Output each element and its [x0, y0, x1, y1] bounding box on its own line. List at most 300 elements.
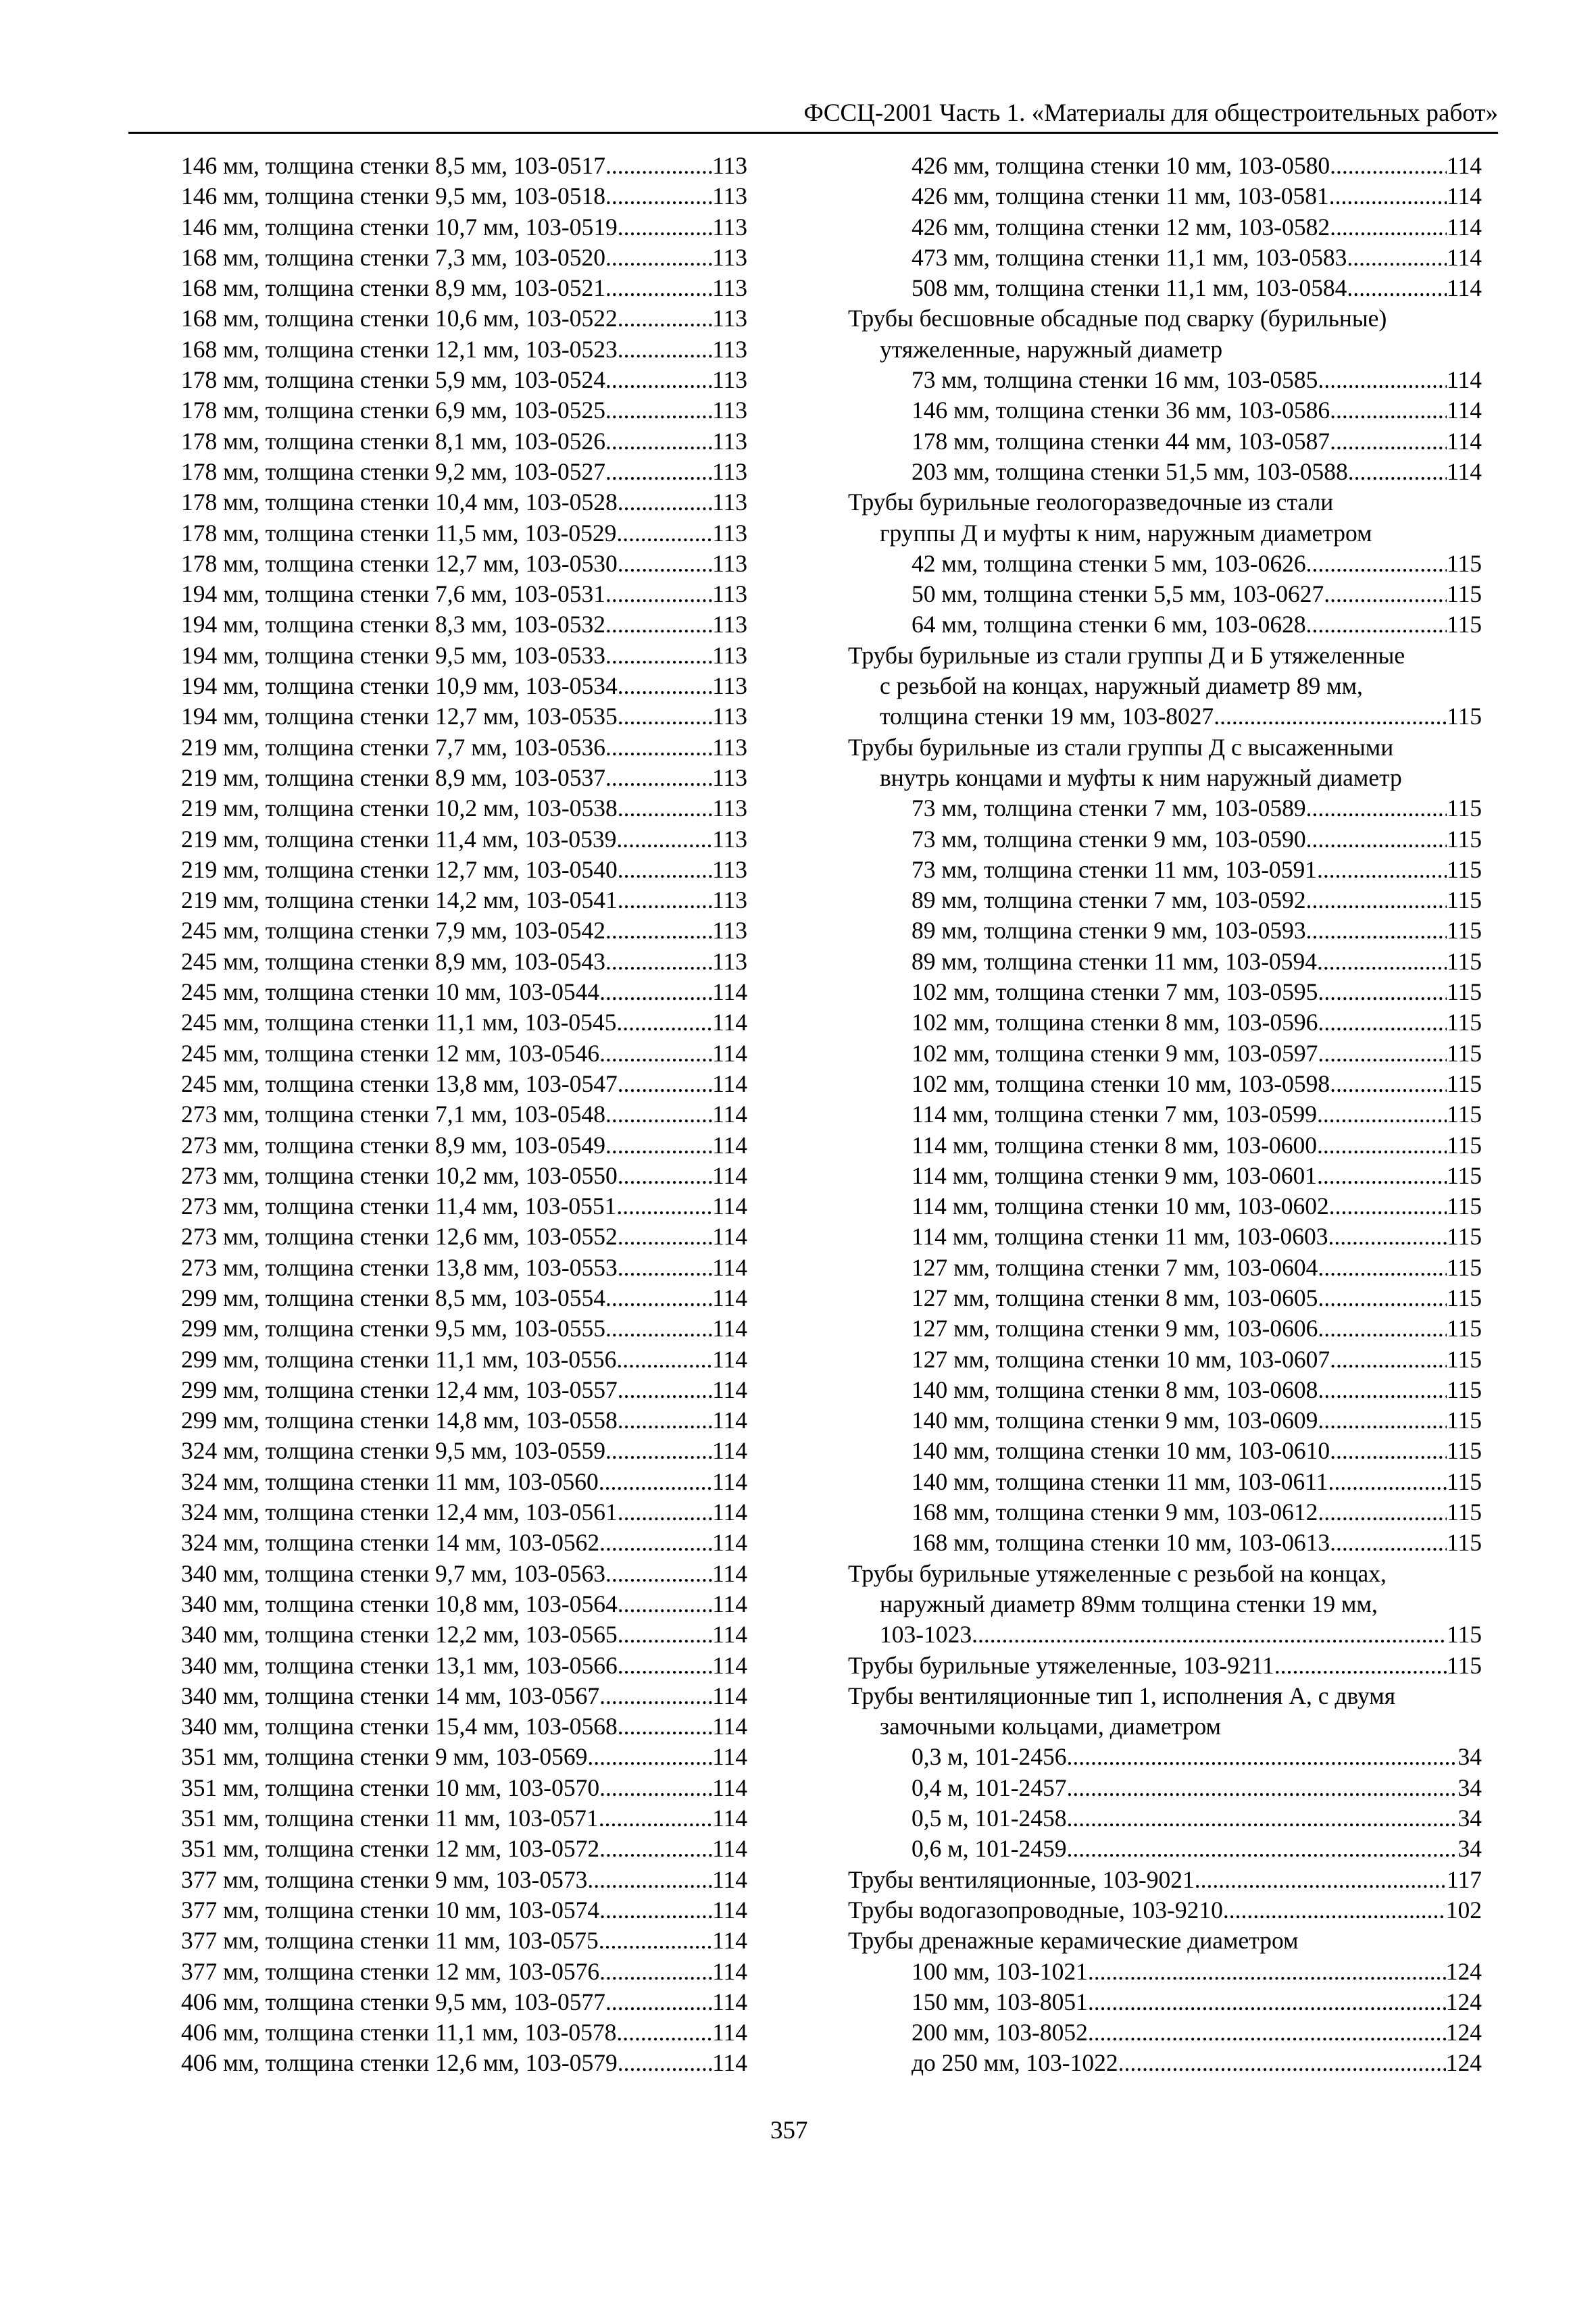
dot-leader [1318, 1283, 1447, 1313]
entry-text: 273 мм, толщина стенки 7,1 мм, 103-0548 [181, 1101, 605, 1128]
index-entry [181, 273, 747, 303]
dot-leader [1306, 915, 1447, 946]
entry-page-number: 115 [1447, 1284, 1482, 1311]
entry-page-number: 115 [1447, 1467, 1482, 1495]
entry-page-number: 113 [712, 611, 747, 638]
entry-text: Трубы бурильные утяжеленные, 103-9211 [848, 1651, 1274, 1679]
entry-text: Трубы бурильные из стали группы Д с высаженными [848, 733, 1394, 761]
entry-text: 42 мм, толщина стенки 5 мм, 103-0626 [912, 549, 1306, 577]
index-entry [181, 1007, 747, 1038]
index-heading [848, 1926, 1482, 1956]
index-entry [181, 915, 747, 946]
index-entry [848, 1436, 1482, 1466]
entry-page-number: 114 [712, 1927, 747, 1955]
entry-text: 114 мм, толщина стенки 8 мм, 103-0600 [912, 1131, 1318, 1159]
entry-text: 127 мм, толщина стенки 9 мм, 103-0606 [912, 1315, 1318, 1342]
index-entry [181, 1038, 747, 1069]
entry-text: 245 мм, толщина стенки 11,1 мм, 103-0545 [181, 1009, 617, 1036]
entry-text: 299 мм, толщина стенки 12,4 мм, 103-0557 [181, 1376, 618, 1403]
index-heading [848, 1651, 1482, 1681]
entry-text: 168 мм, толщина стенки 8,9 мм, 103-0521 [181, 274, 605, 302]
entry-page-number: 113 [712, 703, 747, 730]
index-entry [848, 1253, 1482, 1283]
index-entry [181, 181, 747, 211]
index-heading [848, 640, 1482, 671]
dot-leader [1328, 1467, 1447, 1497]
index-entry [181, 1651, 747, 1681]
entry-page-number: 115 [1447, 795, 1482, 822]
entry-page-number: 113 [712, 855, 747, 883]
entry-page-number: 113 [712, 305, 747, 332]
index-entry [181, 1987, 747, 2017]
entry-page-number: 114 [712, 1713, 747, 1740]
index-entry [181, 640, 747, 671]
entry-page-number: 114 [712, 1437, 747, 1465]
dot-leader [616, 1007, 712, 1038]
entry-text: замочными кольцами, диаметром [880, 1713, 1221, 1740]
index-entry [181, 671, 747, 701]
entry-page-number: 113 [712, 672, 747, 700]
dot-leader [1306, 549, 1447, 579]
entry-text: 219 мм, толщина стенки 7,7 мм, 103-0536 [181, 733, 605, 761]
index-entry [181, 609, 747, 640]
entry-page-number: 114 [712, 1835, 747, 1863]
dot-leader [618, 1222, 712, 1252]
dot-leader [618, 1497, 712, 1528]
entry-page-number: 114 [712, 1101, 747, 1128]
entry-page-number: 34 [1457, 1774, 1482, 1801]
entry-text: Трубы бесшовные обсадные под сварку (бурильные) [848, 305, 1387, 332]
entry-text: 426 мм, толщина стенки 12 мм, 103-0582 [912, 213, 1330, 241]
index-entry [181, 1559, 747, 1589]
index-entry [181, 793, 747, 824]
dot-leader [605, 426, 712, 457]
entry-text: 340 мм, толщина стенки 13,1 мм, 103-0566 [181, 1651, 618, 1679]
entry-page-number: 114 [1447, 427, 1482, 455]
entry-text: 299 мм, толщина стенки 11,1 мм, 103-0556 [181, 1345, 617, 1373]
entry-text: 50 мм, толщина стенки 5,5 мм, 103-0627 [912, 580, 1324, 608]
entry-text: 299 мм, толщина стенки 14,8 мм, 103-0558 [181, 1407, 618, 1434]
entry-text: 406 мм, толщина стенки 11,1 мм, 103-0578 [181, 2019, 617, 2046]
dot-leader [605, 1313, 712, 1344]
entry-page-number: 114 [712, 1284, 747, 1311]
index-entry [848, 2017, 1482, 2048]
entry-page-number: 114 [712, 1039, 747, 1067]
entry-page-number: 114 [712, 1345, 747, 1373]
index-heading [848, 1895, 1482, 1926]
entry-text: 100 мм, 103-1021 [912, 1957, 1088, 1985]
dot-leader [1317, 855, 1447, 885]
index-entry [181, 1130, 747, 1161]
index-entry [181, 1099, 747, 1130]
entry-page-number: 114 [1447, 152, 1482, 179]
dot-leader [618, 1253, 712, 1283]
entry-page-number: 34 [1457, 1835, 1482, 1863]
dot-leader [1330, 1344, 1447, 1375]
index-entry [181, 365, 747, 395]
entry-text: 127 мм, толщина стенки 8 мм, 103-0605 [912, 1284, 1318, 1311]
dot-leader [599, 1803, 712, 1834]
entry-text: 508 мм, толщина стенки 11,1 мм, 103-0584 [912, 274, 1347, 302]
entry-text: Трубы бурильные утяжеленные с резьбой на концах, [848, 1559, 1387, 1587]
entry-page-number: 114 [712, 1957, 747, 1985]
entry-page-number: 114 [712, 1988, 747, 2015]
dot-leader [1118, 2048, 1446, 2078]
index-entry [181, 1742, 747, 1772]
entry-text: толщина стенки 19 мм, 103-8027 [880, 703, 1214, 730]
entry-page-number: 115 [1447, 1101, 1482, 1128]
entry-page-number: 115 [1447, 917, 1482, 945]
dot-leader [618, 334, 712, 365]
entry-text: Трубы вентиляционные, 103-9021 [848, 1865, 1195, 1893]
entry-page-number: 114 [712, 1499, 747, 1526]
entry-text: 140 мм, толщина стенки 11 мм, 103-0611 [912, 1467, 1328, 1495]
dot-leader [605, 763, 712, 793]
entry-text: 168 мм, толщина стенки 10,6 мм, 103-0522 [181, 305, 618, 332]
entry-page-number: 115 [1447, 1070, 1482, 1097]
entry-text: 273 мм, толщина стенки 8,9 мм, 103-0549 [181, 1131, 605, 1159]
index-entry [848, 1038, 1482, 1069]
index-entry [181, 763, 747, 793]
entry-text: 340 мм, толщина стенки 12,2 мм, 103-0565 [181, 1621, 618, 1649]
entry-page-number: 115 [1447, 1253, 1482, 1281]
dot-leader [618, 2048, 712, 2078]
entry-page-number: 114 [712, 1315, 747, 1342]
index-entry [181, 487, 747, 518]
entry-text: Трубы вентиляционные тип 1, исполнения А, с двумя [848, 1682, 1396, 1709]
dot-leader [1317, 947, 1447, 977]
index-entry [181, 1528, 747, 1558]
entry-page-number: 115 [1447, 1161, 1482, 1189]
entry-page-number: 115 [1447, 947, 1482, 975]
dot-leader [599, 1834, 712, 1864]
dot-leader [1088, 1957, 1446, 1987]
entry-text: 178 мм, толщина стенки 5,9 мм, 103-0524 [181, 366, 605, 394]
index-entry [181, 1375, 747, 1405]
entry-page-number: 115 [1447, 1223, 1482, 1251]
header-rule [128, 132, 1498, 134]
index-entry [848, 885, 1482, 915]
dot-leader [1195, 1865, 1447, 1895]
index-entry [848, 1497, 1482, 1528]
entry-page-number: 115 [1447, 1529, 1482, 1557]
index-entry [181, 1283, 747, 1313]
dot-leader [1330, 1436, 1447, 1466]
entry-text: 0,5 м, 101-2458 [912, 1805, 1067, 1832]
entry-page-number: 115 [1447, 1131, 1482, 1159]
dot-leader [618, 671, 712, 701]
entry-page-number: 113 [712, 243, 747, 271]
index-entry [848, 579, 1482, 609]
dot-leader [605, 1987, 712, 2017]
dot-leader [605, 151, 712, 181]
index-entry [181, 1957, 747, 1987]
entry-text: 351 мм, толщина стенки 9 мм, 103-0569 [181, 1743, 588, 1771]
entry-page-number: 117 [1447, 1865, 1482, 1893]
index-entry [181, 1253, 747, 1283]
entry-text: 245 мм, толщина стенки 10 мм, 103-0544 [181, 978, 600, 1006]
dot-leader [1329, 181, 1447, 211]
entry-text: 340 мм, толщина стенки 9,7 мм, 103-0563 [181, 1559, 605, 1587]
index-entry [181, 824, 747, 855]
index-entry [181, 1405, 747, 1436]
dot-leader [605, 457, 712, 487]
entry-text: 114 мм, толщина стенки 11 мм, 103-0603 [912, 1223, 1328, 1251]
dot-leader [605, 273, 712, 303]
dot-leader [1318, 1375, 1447, 1405]
index-entry [181, 1773, 747, 1803]
entry-page-number: 114 [712, 2019, 747, 2046]
entry-text: 473 мм, толщина стенки 11,1 мм, 103-0583 [912, 243, 1347, 271]
dot-leader [618, 303, 712, 334]
entry-text: 89 мм, толщина стенки 11 мм, 103-0594 [912, 947, 1318, 975]
dot-leader [599, 1895, 712, 1926]
dot-leader [605, 1283, 712, 1313]
index-entry [181, 1467, 747, 1497]
index-entry [181, 1681, 747, 1711]
index-entry [848, 212, 1482, 243]
index-entry [181, 518, 747, 549]
dot-leader [618, 549, 712, 579]
dot-leader [605, 243, 712, 273]
entry-text: Трубы бурильные геологоразведочные из стали [848, 488, 1334, 516]
index-entry [181, 212, 747, 243]
entry-text: 203 мм, толщина стенки 51,5 мм, 103-0588 [912, 457, 1348, 485]
index-entry [181, 1865, 747, 1895]
dot-leader [1324, 579, 1447, 609]
dot-leader [605, 640, 712, 671]
index-entry [848, 855, 1482, 885]
entry-text: 273 мм, толщина стенки 11,4 мм, 103-0551 [181, 1192, 617, 1220]
dot-leader [618, 1651, 712, 1681]
dot-leader [587, 1865, 712, 1895]
entry-text: 426 мм, толщина стенки 11 мм, 103-0581 [912, 182, 1329, 210]
index-entry [848, 395, 1482, 426]
index-entry [848, 1773, 1482, 1803]
index-continuation [848, 1711, 1482, 1742]
dot-leader [1318, 365, 1447, 395]
entry-page-number: 114 [712, 1376, 747, 1403]
entry-page-number: 114 [712, 1070, 747, 1097]
dot-leader [1317, 1130, 1447, 1161]
index-heading [848, 303, 1482, 334]
index-entry [848, 151, 1482, 181]
entry-page-number: 113 [712, 213, 747, 241]
dot-leader [1317, 1099, 1447, 1130]
entry-page-number: 114 [712, 1651, 747, 1679]
dot-leader [605, 732, 712, 763]
entry-page-number: 124 [1445, 1957, 1482, 1985]
dot-leader [618, 885, 712, 915]
entry-text: 194 мм, толщина стенки 12,7 мм, 103-0535 [181, 703, 618, 730]
index-entry [181, 885, 747, 915]
index-entry [181, 1926, 747, 1956]
dot-leader [605, 395, 712, 426]
dot-leader [1329, 1191, 1447, 1222]
running-header: ФССЦ-2001 Часть 1. «Материалы для общестроительных работ» [803, 99, 1498, 127]
entry-page-number: 115 [1447, 580, 1482, 608]
entry-page-number: 115 [1447, 1651, 1482, 1679]
dot-leader [1347, 273, 1447, 303]
entry-page-number: 113 [712, 580, 747, 608]
entry-text: 219 мм, толщина стенки 12,7 мм, 103-0540 [181, 855, 618, 883]
index-entry [848, 1467, 1482, 1497]
entry-text: Трубы дренажные керамические диаметром [848, 1927, 1299, 1955]
index-entry [848, 1957, 1482, 1987]
entry-text: 340 мм, толщина стенки 14 мм, 103-0567 [181, 1682, 600, 1709]
entry-page-number: 114 [1447, 457, 1482, 485]
entry-text: 114 мм, толщина стенки 7 мм, 103-0599 [912, 1101, 1318, 1128]
dot-leader [1088, 2017, 1446, 2048]
index-entry [181, 1344, 747, 1375]
dot-leader [1330, 426, 1447, 457]
entry-page-number: 114 [1447, 397, 1482, 424]
index-entry [181, 243, 747, 273]
entry-text: 406 мм, толщина стенки 9,5 мм, 103-0577 [181, 1988, 605, 2015]
entry-page-number: 113 [712, 366, 747, 394]
dot-leader [605, 1436, 712, 1466]
index-entry [848, 1313, 1482, 1344]
entry-page-number: 124 [1445, 2049, 1482, 2077]
entry-text: 102 мм, толщина стенки 8 мм, 103-0596 [912, 1009, 1318, 1036]
entry-page-number: 115 [1447, 1192, 1482, 1220]
index-entry [181, 732, 747, 763]
index-entry [848, 1283, 1482, 1313]
dot-leader [1330, 395, 1447, 426]
dot-leader [1318, 1007, 1447, 1038]
index-entry [181, 334, 747, 365]
index-entry [181, 1834, 747, 1864]
dot-leader [618, 1405, 712, 1436]
entry-text: внутрь концами и муфты к ним наружный диаметр [880, 763, 1402, 791]
index-heading [848, 487, 1482, 518]
entry-text: 73 мм, толщина стенки 11 мм, 103-0591 [912, 855, 1318, 883]
entry-text: 178 мм, толщина стенки 6,9 мм, 103-0525 [181, 397, 605, 424]
entry-text: 194 мм, толщина стенки 8,3 мм, 103-0532 [181, 611, 605, 638]
dot-leader [605, 609, 712, 640]
index-entry [181, 2048, 747, 2078]
entry-text: 426 мм, толщина стенки 10 мм, 103-0580 [912, 152, 1330, 179]
index-entry [848, 1375, 1482, 1405]
dot-leader [618, 1161, 712, 1191]
entry-text: утяжеленные, наружный диаметр [880, 335, 1223, 363]
entry-page-number: 114 [712, 1467, 747, 1495]
entry-text: 299 мм, толщина стенки 9,5 мм, 103-0555 [181, 1315, 605, 1342]
dot-leader [605, 365, 712, 395]
entry-page-number: 114 [712, 1682, 747, 1709]
entry-text: 406 мм, толщина стенки 12,6 мм, 103-0579 [181, 2049, 618, 2077]
entry-page-number: 114 [712, 1192, 747, 1220]
entry-text: 324 мм, толщина стенки 12,4 мм, 103-0561 [181, 1499, 618, 1526]
entry-text: 114 мм, толщина стенки 10 мм, 103-0602 [912, 1192, 1329, 1220]
entry-page-number: 114 [1447, 213, 1482, 241]
index-heading [848, 1681, 1482, 1711]
entry-text: 140 мм, толщина стенки 9 мм, 103-0609 [912, 1407, 1318, 1434]
entry-text: 178 мм, толщина стенки 12,7 мм, 103-0530 [181, 549, 618, 577]
dot-leader [605, 947, 712, 977]
entry-text: 377 мм, толщина стенки 9 мм, 103-0573 [181, 1865, 588, 1893]
entry-page-number: 115 [1447, 1437, 1482, 1465]
entry-text: 168 мм, толщина стенки 12,1 мм, 103-0523 [181, 335, 618, 363]
entry-text: 178 мм, толщина стенки 11,5 мм, 103-0529 [181, 519, 617, 547]
entry-text: 146 мм, толщина стенки 10,7 мм, 103-0519 [181, 213, 618, 241]
index-continuation [848, 671, 1482, 701]
dot-leader [605, 1130, 712, 1161]
dot-leader [1067, 1742, 1458, 1772]
entry-text: 140 мм, толщина стенки 8 мм, 103-0608 [912, 1376, 1318, 1403]
entry-page-number: 114 [712, 1253, 747, 1281]
entry-page-number: 114 [712, 1896, 747, 1923]
entry-text: 89 мм, толщина стенки 9 мм, 103-0593 [912, 917, 1306, 945]
dot-leader [1318, 1253, 1447, 1283]
dot-leader [1318, 977, 1447, 1007]
dot-leader [618, 1375, 712, 1405]
entry-page-number: 113 [712, 886, 747, 914]
entry-text: 299 мм, толщина стенки 8,5 мм, 103-0554 [181, 1284, 605, 1311]
entry-page-number: 115 [1447, 1376, 1482, 1403]
dot-leader [599, 1681, 712, 1711]
dot-leader [1330, 1069, 1447, 1099]
index-entry [181, 1161, 747, 1191]
entry-text: 219 мм, толщина стенки 10,2 мм, 103-0538 [181, 795, 618, 822]
entry-page-number: 113 [712, 917, 747, 945]
entry-text: Трубы бурильные из стали группы Д и Б утяжеленные [848, 641, 1405, 669]
dot-leader [1318, 1497, 1447, 1528]
entry-page-number: 114 [712, 1865, 747, 1893]
index-entry [848, 549, 1482, 579]
dot-leader [618, 1711, 712, 1742]
entry-text: 219 мм, толщина стенки 8,9 мм, 103-0537 [181, 763, 605, 791]
index-heading [848, 1865, 1482, 1895]
index-entry [848, 1344, 1482, 1375]
entry-page-number: 113 [712, 519, 747, 547]
entry-text: 73 мм, толщина стенки 7 мм, 103-0589 [912, 795, 1306, 822]
entry-text: 127 мм, толщина стенки 10 мм, 103-0607 [912, 1345, 1330, 1373]
entry-text: 324 мм, толщина стенки 14 мм, 103-0562 [181, 1529, 600, 1557]
dot-leader [618, 1589, 712, 1619]
entry-page-number: 114 [1447, 366, 1482, 394]
entry-page-number: 113 [712, 488, 747, 516]
index-entry [848, 457, 1482, 487]
entry-text: 0,3 м, 101-2456 [912, 1743, 1067, 1771]
dot-leader [1067, 1803, 1458, 1834]
entry-text: 377 мм, толщина стенки 11 мм, 103-0575 [181, 1927, 599, 1955]
index-entry [848, 609, 1482, 640]
index-entry [181, 395, 747, 426]
dot-leader [618, 1619, 712, 1650]
entry-text: 194 мм, толщина стенки 9,5 мм, 103-0533 [181, 641, 605, 669]
dot-leader [599, 1528, 712, 1558]
dot-leader [1274, 1651, 1447, 1681]
dot-leader [1306, 609, 1447, 640]
entry-text: 273 мм, толщина стенки 13,8 мм, 103-0553 [181, 1253, 618, 1281]
index-entry [848, 1222, 1482, 1252]
entry-page-number: 114 [712, 1621, 747, 1649]
entry-page-number: 114 [712, 1223, 747, 1251]
entry-text: 219 мм, толщина стенки 11,4 мм, 103-0539 [181, 825, 617, 853]
index-entry [848, 1742, 1482, 1772]
entry-text: 102 мм, толщина стенки 9 мм, 103-0597 [912, 1039, 1318, 1067]
entry-page-number: 113 [712, 427, 747, 455]
entry-text: 127 мм, толщина стенки 7 мм, 103-0604 [912, 1253, 1318, 1281]
dot-leader [1306, 824, 1447, 855]
entry-page-number: 115 [1447, 1315, 1482, 1342]
index-heading [848, 732, 1482, 763]
dot-leader [599, 977, 712, 1007]
dot-leader [1318, 1313, 1447, 1344]
entry-text: 150 мм, 103-8051 [912, 1988, 1088, 2015]
entry-page-number: 114 [712, 1131, 747, 1159]
